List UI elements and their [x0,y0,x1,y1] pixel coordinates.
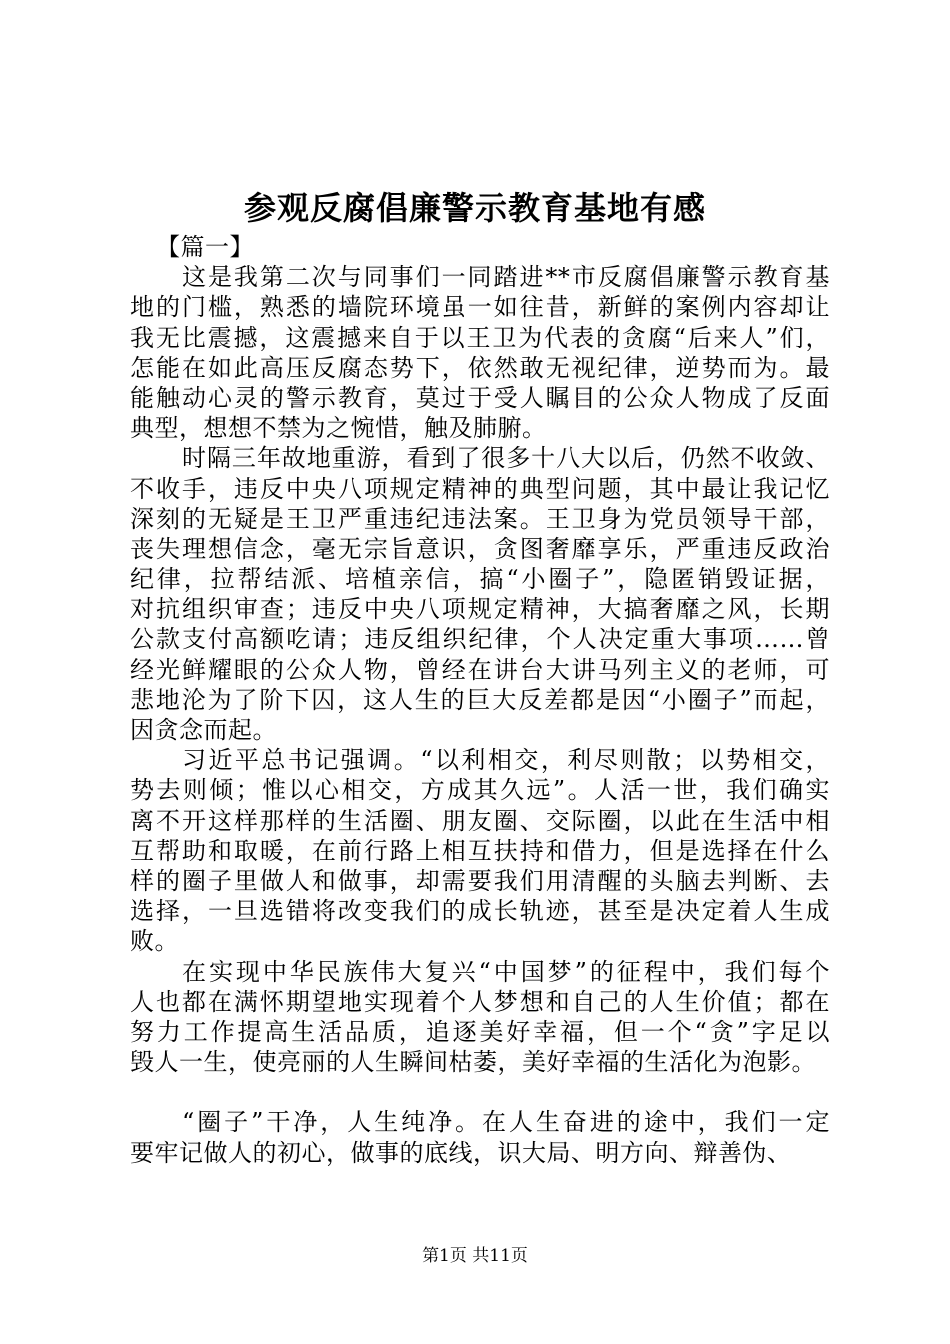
paragraph-line: 这是我第二次与同事们一同踏进**市反腐倡廉警示教育基 [182,263,830,292]
document-body [130,232,830,1168]
paragraph-line: 经光鲜耀眼的公众人物，曾经在讲台大讲马列主义的老师，可 [130,655,830,684]
paragraph-line: 公款支付高额吃请；违反组织纪律，个人决定重大事项……曾 [130,625,830,654]
paragraph-line: 我无比震撼，这震撼来自于以王卫为代表的贪腐“后来人”们， [130,323,830,352]
paragraph-line: 对抗组织审查；违反中央八项规定精神，大搞奢靡之风，长期 [130,595,830,624]
paragraph-line: 离不开这样那样的生活圈、朋友圈、交际圈，以此在生活中相 [130,806,830,835]
paragraph-line: 习近平总书记强调。“以利相交，利尽则散；以势相交， [182,746,830,775]
paragraph-spacer [130,1077,830,1107]
paragraph-line: 人也都在满怀期望地实现着个人梦想和自己的人生价值；都在 [130,987,830,1016]
paragraph-line: 怎能在如此高压反腐态势下，依然敢无视纪律，逆势而为。最 [130,353,830,382]
paragraph-line: 互帮助和取暖，在前行路上相互扶持和借力，但是选择在什么 [130,836,830,865]
paragraph-line: 纪律，拉帮结派、培植亲信，搞“小圈子”，隐匿销毁证据， [130,565,830,594]
document-title: 参观反腐倡廉警示教育基地有感 [243,189,706,227]
page-footer: 第1页 共11页 [422,1246,528,1266]
paragraph-line: 毁人一生，使亮丽的人生瞬间枯萎，美好幸福的生活化为泡影。 [130,1048,816,1077]
paragraph-line: 能触动心灵的警示教育，莫过于受人瞩目的公众人物成了反面 [130,383,830,412]
paragraph-line: 不收手，违反中央八项规定精神的典型问题，其中最让我记忆 [130,474,830,503]
paragraph-line: 悲地沦为了阶下囚，这人生的巨大反差都是因“小圈子”而起， [130,685,830,714]
paragraph-line: 因贪念而起。 [130,716,277,744]
paragraph-line: 丧失理想信念，毫无宗旨意识，贪图奢靡享乐，严重违反政治 [130,534,830,563]
paragraph-line: 地的门槛，熟悉的墙院环境虽一如往昔，新鲜的案例内容却让 [130,293,830,322]
paragraph-line: 势去则倾；惟以心相交，方成其久远”。人活一世，我们确实 [130,776,830,805]
paragraph-line: “圈子”干净，人生纯净。在人生奋进的途中，我们一定 [182,1108,830,1137]
paragraph-line: 在实现中华民族伟大复兴“中国梦”的征程中，我们每个 [182,957,830,986]
paragraph-line: 选择，一旦选错将改变我们的成长轨迹，甚至是决定着人生成 [130,897,830,926]
section-label: 【篇一】 [156,233,254,261]
paragraph-line: 样的圈子里做人和做事，却需要我们用清醒的头脑去判断、去 [130,866,830,895]
paragraph-line: 努力工作提高生活品质，追逐美好幸福，但一个“贪”字足以 [130,1017,830,1046]
paragraph-line: 要牢记做人的初心，做事的底线，识大局、明方向、辩善伪、 [130,1138,792,1167]
paragraph-line: 深刻的无疑是王卫严重违纪违法案。王卫身为党员领导干部， [130,504,830,533]
paragraph-line: 败。 [130,927,179,956]
paragraph-line: 时隔三年故地重游，看到了很多十八大以后，仍然不收敛、 [182,444,830,473]
paragraph-line: 典型，想想不禁为之惋惜，触及肺腑。 [130,414,547,443]
